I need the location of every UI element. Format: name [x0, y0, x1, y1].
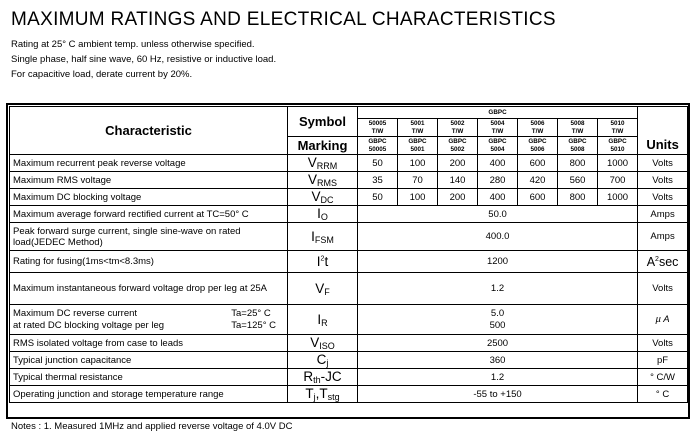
- characteristic-cell: Maximum DC blocking voltage: [10, 189, 288, 206]
- characteristic-cell: Maximum average forward rectified current at TC=50° C: [10, 206, 288, 223]
- intro-line: Rating at 25° C ambient temp. unless otherwise specified.: [11, 39, 255, 50]
- unit-cell: Volts: [638, 273, 688, 305]
- table-row: [10, 386, 688, 403]
- value-cell: 1.2: [358, 273, 638, 305]
- characteristic-cell: Maximum DC reverse current at rated DC blocking voltage per leg Ta=25° C Ta=125° C: [10, 305, 288, 335]
- value-cell: 400: [478, 189, 518, 206]
- unit-cell: Volts: [638, 172, 688, 189]
- unit-cell: ° C: [638, 386, 688, 403]
- value-cell: 1000: [598, 155, 638, 172]
- symbol-header: Symbol: [288, 107, 358, 137]
- value-cell: 1.2: [358, 369, 638, 386]
- characteristic-cell: Peak forward surge current, single sine-wave on rated load(JEDEC Method): [10, 223, 288, 251]
- characteristic-cell: Typical thermal resistance: [10, 369, 288, 386]
- symbol-cell: $V_{ISO}$: [288, 335, 358, 352]
- value-cell: 700: [598, 172, 638, 189]
- unit-cell: Amps: [638, 206, 688, 223]
- table-row: [10, 223, 688, 251]
- unit-cell: pF: [638, 352, 688, 369]
- part-header: 5008 T/W: [558, 119, 598, 137]
- table-row: [10, 155, 688, 172]
- value-cell: 800: [558, 155, 598, 172]
- value-cell: 1000: [598, 189, 638, 206]
- value-cell: 420: [518, 172, 558, 189]
- value-cell: 600: [518, 189, 558, 206]
- page-title: MAXIMUM RATINGS AND ELECTRICAL CHARACTERISTICS: [11, 9, 556, 30]
- value-cell: 5.0 500: [358, 305, 638, 335]
- value-cell: 50.0: [358, 206, 638, 223]
- marking-cell: GBPC 5001: [398, 137, 438, 155]
- value-cell: 400: [478, 155, 518, 172]
- characteristic-cell: Typical junction capacitance: [10, 352, 288, 369]
- table-row: [10, 352, 688, 369]
- part-header: 5004 T/W: [478, 119, 518, 137]
- symbol-cell: $V_{RRM}$: [288, 155, 358, 172]
- part-header: 5001 T/W: [398, 119, 438, 137]
- value-cell: 280: [478, 172, 518, 189]
- marking-cell: GBPC 5008: [558, 137, 598, 155]
- units-header: Units: [638, 107, 688, 155]
- unit-cell: µ A: [638, 305, 688, 335]
- marking-header: Marking: [288, 137, 358, 155]
- part-header: 50005 T/W: [358, 119, 398, 137]
- value-cell: -55 to +150: [358, 386, 638, 403]
- intro-line: Single phase, half sine wave, 60 Hz, resistive or inductive load.: [11, 54, 277, 65]
- value-cell: 200: [438, 155, 478, 172]
- part-header: 5006 T/W: [518, 119, 558, 137]
- table-row: [10, 172, 688, 189]
- value-cell: 1200: [358, 251, 638, 273]
- marking-cell: GBPC 5004: [478, 137, 518, 155]
- symbol-cell: $I_{FSM}$: [288, 223, 358, 251]
- table-row: [10, 206, 688, 223]
- marking-cell: GBPC 50005: [358, 137, 398, 155]
- table-row: [10, 273, 688, 305]
- characteristic-header: Characteristic: [10, 107, 288, 155]
- value-cell: 100: [398, 155, 438, 172]
- characteristic-cell: Rating for fusing(1ms<tm<8.3ms): [10, 251, 288, 273]
- symbol-cell: $I_O$: [288, 206, 358, 223]
- value-cell: 560: [558, 172, 598, 189]
- table-row: [10, 189, 688, 206]
- value-cell: 800: [558, 189, 598, 206]
- symbol-cell: $T_j,T_{stg}$: [288, 386, 358, 403]
- symbol-cell: $V_{DC}$: [288, 189, 358, 206]
- marking-cell: GBPC 5006: [518, 137, 558, 155]
- ratings-table: [9, 106, 688, 403]
- header-row: [10, 107, 688, 119]
- symbol-cell: $V_F$: [288, 273, 358, 305]
- value-cell: 600: [518, 155, 558, 172]
- part-header: 5010 T/W: [598, 119, 638, 137]
- value-cell: 140: [438, 172, 478, 189]
- characteristic-cell: Maximum recurrent peak reverse voltage: [10, 155, 288, 172]
- characteristic-cell: RMS isolated voltage from case to leads: [10, 335, 288, 352]
- unit-cell: Volts: [638, 335, 688, 352]
- symbol-cell: $I_R$: [288, 305, 358, 335]
- value-cell: 50: [358, 189, 398, 206]
- symbol-cell: $V_{RMS}$: [288, 172, 358, 189]
- table-row: [10, 369, 688, 386]
- characteristic-cell: Maximum RMS voltage: [10, 172, 288, 189]
- unit-cell: Amps: [638, 223, 688, 251]
- value-cell: 50: [358, 155, 398, 172]
- value-cell: 400.0: [358, 223, 638, 251]
- table-row: [10, 251, 688, 273]
- value-cell: 200: [438, 189, 478, 206]
- unit-cell: Volts: [638, 189, 688, 206]
- characteristic-cell: Maximum instantaneous forward voltage drop per leg at 25A: [10, 273, 288, 305]
- marking-cell: GBPC 5010: [598, 137, 638, 155]
- symbol-cell: $I^2t$: [288, 251, 358, 273]
- value-cell: 100: [398, 189, 438, 206]
- symbol-cell: $C_j$: [288, 352, 358, 369]
- table-row: [10, 305, 688, 335]
- value-cell: 70: [398, 172, 438, 189]
- value-cell: 360: [358, 352, 638, 369]
- intro-line: For capacitive load, derate current by 20%.: [11, 69, 193, 80]
- characteristic-cell: Operating junction and storage temperature range: [10, 386, 288, 403]
- marking-cell: GBPC 5002: [438, 137, 478, 155]
- unit-cell: $A^2\sec$: [638, 251, 688, 273]
- value-cell: 35: [358, 172, 398, 189]
- gbpc-group-header: GBPC: [358, 107, 638, 119]
- part-header: 5002 T/W: [438, 119, 478, 137]
- unit-cell: Volts: [638, 155, 688, 172]
- table-row: [10, 335, 688, 352]
- unit-cell: ° C/W: [638, 369, 688, 386]
- footnotes: Notes : 1. Measured 1MHz and applied reverse voltage of 4.0V DC: [11, 421, 293, 432]
- intro-notes: [11, 37, 276, 82]
- symbol-cell: $R_{th}-JC$: [288, 369, 358, 386]
- value-cell: 2500: [358, 335, 638, 352]
